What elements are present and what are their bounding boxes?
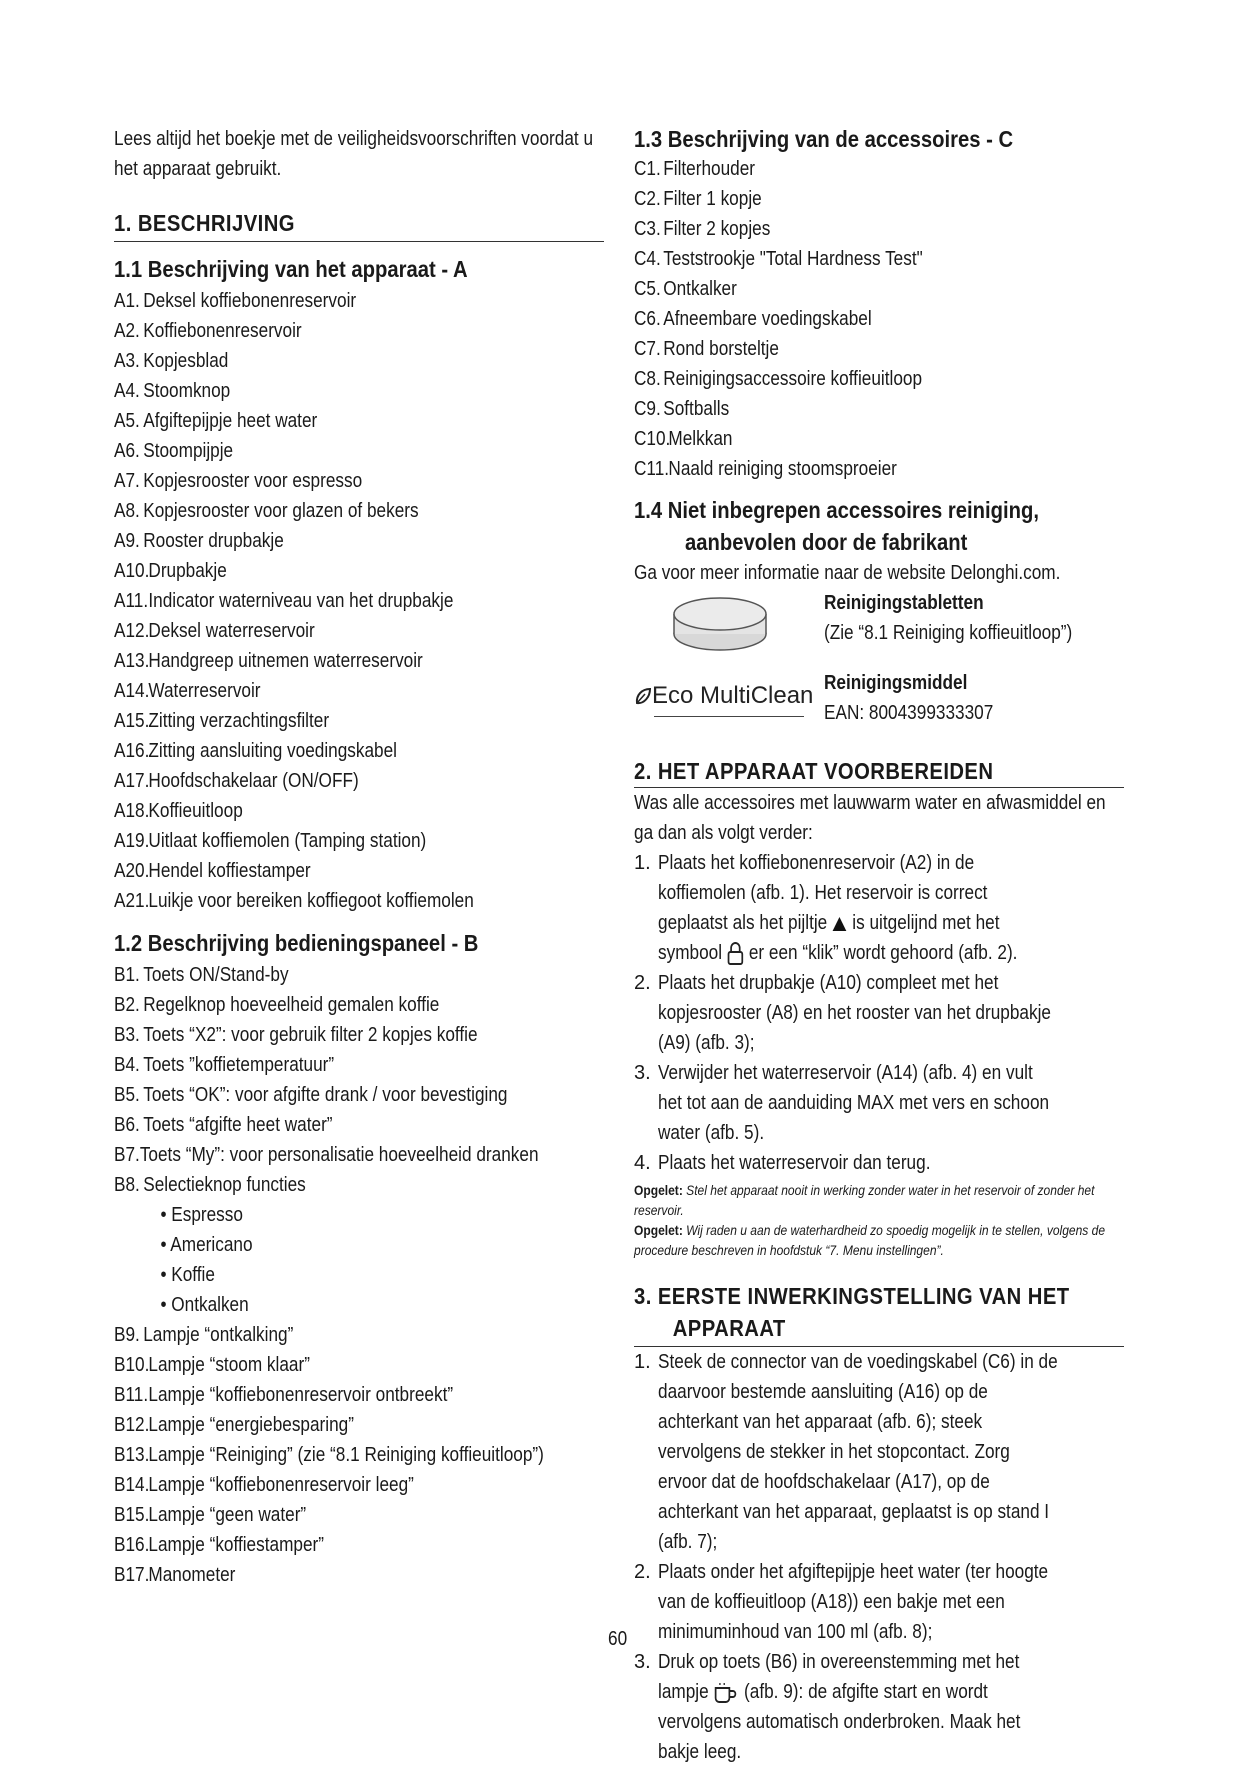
sub1-item-text: Deksel waterreservoir (148, 620, 315, 642)
sub1-item (114, 346, 535, 376)
sub1-item (114, 706, 535, 736)
sub1-item-text: Kopjesrooster voor glazen of bekers (143, 500, 419, 522)
sub1-item-code: A19. (114, 830, 150, 852)
hot-water-cup-icon (713, 1682, 739, 1704)
sub1-item-code: A12. (114, 620, 150, 642)
sub1-item-text: Zitting aansluiting voedingskabel (148, 740, 398, 762)
sub3-item-code: C8. (634, 368, 661, 390)
sub1-item (114, 526, 535, 556)
eco-multiclean-logo (634, 682, 813, 710)
sub3-item-text: Rond borsteltje (663, 338, 779, 360)
sub3-item-code: C11. (634, 458, 670, 480)
section2-step3: 3. Verwijder het waterreservoir (A14) (afb. 4) en vult het tot aan de aanduiding MAX met vers en schoon water (afb. 5). (634, 1058, 1124, 1148)
sub2-item (114, 1110, 535, 1140)
sub2-item-code: B13. (114, 1444, 150, 1466)
sub1-item-code: A15. (114, 710, 150, 732)
bullet-dot-icon: • (160, 1234, 171, 1256)
sub3-list (634, 154, 1124, 484)
note2-label: Opgelet: (634, 1222, 683, 1238)
agent-title: Reinigingsmiddel (824, 672, 968, 694)
sub1-item (114, 496, 535, 526)
sub4-info: Ga voor meer informatie naar de website Delonghi.com. (634, 562, 1061, 584)
sub2-item-text: Lampje “geen water” (148, 1504, 307, 1526)
sub3-item (634, 364, 1055, 394)
sub3-item-text: Filter 2 kopjes (663, 218, 771, 240)
sub2-item-text: Manometer (148, 1564, 236, 1586)
bullet-dot-icon: • (160, 1204, 172, 1226)
agent-row (634, 668, 1124, 738)
sub1-item-code: A4. (114, 380, 140, 402)
section3-step2: 2. Plaats onder het afgiftepijpje heet water (ter hoogte van de koffieuitloop (A18)) een bakje met een minimuminhoud van 100 ml (afb. 8); (634, 1557, 1124, 1647)
sub1-item (114, 436, 535, 466)
sub2-item-text: Lampje “koffiestamper” (148, 1534, 324, 1556)
sub2-item (114, 1410, 535, 1440)
sub2-item (114, 1140, 539, 1170)
section3-header (634, 1280, 1124, 1347)
sub1-item (114, 316, 535, 346)
sub2-item-text: Toets “X2”: voor gebruik filter 2 kopjes koffie (143, 1024, 478, 1046)
leaf-icon (634, 687, 652, 707)
section2-step2: 2. Plaats het drupbakje (A10) compleet met het kopjesrooster (A8) en het rooster van het drupbakje (A9) (afb. 3); (634, 968, 1124, 1058)
sub3-item-code: C1. (634, 158, 661, 180)
sub3-item (634, 154, 1055, 184)
sub1-item (114, 466, 535, 496)
sub1-item-text: Kopjesrooster voor espresso (143, 470, 363, 492)
function-bullet-item (114, 1200, 535, 1230)
s3-step1-text: Steek de connector van de voedingskabel (C6) in de daarvoor bestemde aansluiting (A16) op de achterkant van het apparaat (afb. 6); steek vervolgens de stekker in het stopcontact. Zorg ervoor dat de hoofdschakelaar (A17), op de achterkant van het apparaat, geplaatst is op stand I (afb. 7); (658, 1351, 1058, 1553)
sub2-item-code: B9. (114, 1324, 140, 1346)
sub3-item-code: C2. (634, 188, 661, 210)
sub1-title: 1.1 Beschrijving van het apparaat - A (114, 256, 468, 282)
sub2-item (114, 1530, 535, 1560)
sub2-item (114, 1470, 535, 1500)
function-bullet-text: Espresso (171, 1204, 243, 1226)
function-bullet-text: Americano (170, 1234, 253, 1256)
sub1-item-code: A8. (114, 500, 140, 522)
sub1-item (114, 646, 535, 676)
sub2-item-text: Toets ON/Stand-by (143, 964, 289, 986)
sub2-list-a (114, 960, 604, 1200)
sub1-item-text: Uitlaat koffiemolen (Tamping station) (148, 830, 427, 852)
section2-intro: Was alle accessoires met lauwwarm water en afwasmiddel en ga dan als volgt verder: (634, 792, 1106, 844)
sub1-item-code: A10. (114, 560, 150, 582)
sub1-item-code: A17. (114, 770, 150, 792)
eco-multiclean-text: Eco MultiClean (652, 682, 814, 709)
section1-title: 1. BESCHRIJVING (114, 210, 295, 236)
sub1-list (114, 286, 604, 916)
cleaning-tablet-icon (670, 594, 770, 654)
sub1-item (114, 376, 535, 406)
step3-text: Verwijder het waterreservoir (A14) (afb. 4) en vult het tot aan de aanduiding MAX met vers en schoon water (afb. 5). (658, 1062, 1050, 1144)
sub1-item-code: A21. (114, 890, 150, 912)
sub3-item-text: Teststrookje "Total Hardness Test" (663, 248, 923, 270)
sub2-item-text: Lampje “stoom klaar” (148, 1354, 310, 1376)
sub3-item (634, 304, 1055, 334)
step1-text-a: Plaats het koffiebonenreservoir (A2) in de koffiemolen (afb. 1). Het reservoir is correct geplaatst als het pijltje (658, 852, 988, 934)
sub1-item-code: A9. (114, 530, 140, 552)
sub2-item-code: B11. (114, 1384, 149, 1406)
sub1-item-text: Stoompijpje (143, 440, 234, 462)
sub2-item-text: Toets ”koffietemperatuur” (143, 1054, 335, 1076)
sub3-item-code: C6. (634, 308, 661, 330)
note1-text: Stel het apparaat nooit in werking zonder water in het reservoir of zonder het reservoir. (634, 1182, 1095, 1218)
sub1-item-code: A13. (114, 650, 150, 672)
function-bullet-item (114, 1260, 535, 1290)
sub2-item (114, 1350, 535, 1380)
sub4-title-line2: aanbevolen door de fabrikant (685, 529, 968, 555)
sub1-item (114, 616, 535, 646)
sub2-item-text: Lampje “koffiebonenreservoir ontbreekt” (148, 1384, 454, 1406)
sub2-item-text: Regelknop hoeveelheid gemalen koffie (143, 994, 440, 1016)
sub2-item-code: B3. (114, 1024, 140, 1046)
sub2-item (114, 1500, 535, 1530)
sub1-item (114, 856, 535, 886)
sub1-item-code: A18. (114, 800, 150, 822)
sub2-item-code: B14. (114, 1474, 150, 1496)
sub3-item-code: C10. (634, 428, 671, 450)
sub1-item-code: A6. (114, 440, 140, 462)
sub2-item (114, 1050, 535, 1080)
sub2-item (114, 1560, 535, 1590)
sub1-item-text: Luikje voor bereiken koffiegoot koffiemolen (148, 890, 474, 912)
sub1-item-text: Indicator waterniveau van het drupbakje (148, 590, 454, 612)
sub2-item-text: Lampje “energiebesparing” (148, 1414, 354, 1436)
sub3-item-text: Softballs (663, 398, 730, 420)
sub2-item (114, 1020, 535, 1050)
section2-step4: 4. Plaats het waterreservoir dan terug. (634, 1148, 1124, 1178)
sub1-item-text: Afgiftepijpje heet water (143, 410, 318, 432)
sub3-item (634, 274, 1055, 304)
sub1-item-code: A11. (114, 590, 149, 612)
sub2-item-code: B5. (114, 1084, 140, 1106)
agent-ean: EAN: 8004399333307 (824, 702, 994, 724)
sub1-item-code: A1. (114, 290, 140, 312)
note1-label: Opgelet: (634, 1182, 683, 1198)
sub1-item (114, 826, 535, 856)
sub3-item-code: C5. (634, 278, 661, 300)
arrow-up-triangle-icon (832, 916, 847, 932)
tablets-title: Reinigingstabletten (824, 592, 984, 614)
sub2-item-code: B8. (114, 1174, 140, 1196)
sub2-title: 1.2 Beschrijving bedieningspaneel - B (114, 930, 479, 956)
sub2-item-text: Lampje “Reiniging” (zie “8.1 Reiniging koffieuitloop”) (148, 1444, 544, 1466)
sub3-item-text: Ontkalker (663, 278, 737, 300)
sub2-list-b (114, 1320, 604, 1590)
sub1-item (114, 796, 535, 826)
sub3-item (634, 214, 1055, 244)
page-number: 60 (608, 1628, 628, 1650)
bullet-dot-icon: • (160, 1264, 172, 1286)
sub1-item-text: Stoomknop (143, 380, 231, 402)
sub1-item (114, 556, 535, 586)
sub2-item-text: Toets “My”: voor personalisatie hoeveelheid dranken (139, 1144, 539, 1166)
sub1-item-text: Koffiebonenreservoir (143, 320, 302, 342)
function-bullet-text: Koffie (171, 1264, 215, 1286)
sub2-item-code: B4. (114, 1054, 140, 1076)
sub3-item-text: Filter 1 kopje (663, 188, 762, 210)
sub2-item-text: Lampje “ontkalking” (143, 1324, 294, 1346)
sub1-item-text: Waterreservoir (148, 680, 261, 702)
sub2-item-text: Toets “afgifte heet water” (143, 1114, 333, 1136)
sub3-item-text: Reinigingsaccessoire koffieuitloop (663, 368, 923, 390)
sub1-item-code: A5. (114, 410, 140, 432)
sub3-item-code: C4. (634, 248, 661, 270)
sub2-item-text: Lampje “koffiebonenreservoir leeg” (148, 1474, 414, 1496)
sub2-item (114, 1080, 535, 1110)
sub2-item (114, 960, 535, 990)
sub2-item-code: B6. (114, 1114, 140, 1136)
sub2-item (114, 1380, 535, 1410)
sub1-item-text: Handgreep uitnemen waterreservoir (148, 650, 423, 672)
step2-text: Plaats het drupbakje (A10) compleet met het kopjesrooster (A8) en het rooster van het drupbakje (A9) (afb. 3); (658, 972, 1051, 1054)
sub1-item-text: Rooster drupbakje (143, 530, 284, 552)
sub3-item (634, 184, 1055, 214)
section2-title: 2. HET APPARAAT VOORBEREIDEN (634, 758, 994, 784)
sub2-item (114, 1440, 544, 1470)
function-bullet-item (114, 1230, 535, 1260)
sub1-item (114, 766, 535, 796)
tablets-row (634, 588, 1124, 668)
sub3-title: 1.3 Beschrijving van de accessoires - C (634, 126, 1014, 152)
sub1-item-text: Koffieuitloop (148, 800, 243, 822)
sub2-item-code: B16. (114, 1534, 150, 1556)
sub2-item-code: B7. (114, 1144, 140, 1166)
sub3-item-code: C3. (634, 218, 661, 240)
sub1-item-code: A3. (114, 350, 140, 372)
sub1-item-code: A2. (114, 320, 140, 342)
s3-step2-text: Plaats onder het afgiftepijpje heet water (ter hoogte van de koffieuitloop (A18)) een bakje met een minimuminhoud van 100 ml (afb. 8); (658, 1561, 1049, 1643)
section3-title-line2: APPARAAT (672, 1315, 786, 1341)
note2 (634, 1220, 1124, 1260)
sub2-item (114, 1320, 535, 1350)
sub1-item-text: Hoofdschakelaar (ON/OFF) (148, 770, 359, 792)
sub1-item-text: Kopjesblad (143, 350, 229, 372)
step1-text-b: is uitgelijnd met het symbool (658, 912, 1000, 964)
sub3-item-code: C7. (634, 338, 661, 360)
sub2-item-code: B15. (114, 1504, 150, 1526)
sub1-item-text: Deksel koffiebonenreservoir (143, 290, 357, 312)
left-column (114, 124, 604, 1590)
sub3-item (634, 244, 1055, 274)
sub2-item-text: Selectieknop functies (143, 1174, 306, 1196)
s3-step3-text-b: (afb. 9): de afgifte start en wordt vervolgens automatisch onderbroken. Maak het bakje leeg. (658, 1681, 1021, 1763)
sub1-item-text: Drupbakje (148, 560, 227, 582)
sub3-item-text: Afneembare voedingskabel (663, 308, 872, 330)
function-bullet-item (114, 1290, 535, 1320)
sub2-item-code: B12. (114, 1414, 150, 1436)
sub2-item-text: Toets “OK”: voor afgifte drank / voor bevestiging (143, 1084, 508, 1106)
sub3-item (634, 334, 1055, 364)
section1-header (114, 210, 604, 242)
sub2-item-code: B2. (114, 994, 140, 1016)
sub3-item-text: Filterhouder (663, 158, 756, 180)
sub1-item (114, 586, 535, 616)
sub4-header (634, 494, 1124, 558)
sub2-item (114, 1170, 535, 1200)
tablets-ref: (Zie “8.1 Reiniging koffieuitloop”) (824, 622, 1073, 644)
sub1-item-code: A14. (114, 680, 150, 702)
bullet-dot-icon: • (160, 1294, 172, 1316)
sub1-item-text: Zitting verzachtingsfilter (148, 710, 330, 732)
right-column (634, 124, 1124, 1767)
sub3-item (634, 454, 1055, 484)
sub3-item (634, 424, 1055, 454)
note1 (634, 1180, 1124, 1220)
section2-header (634, 758, 1124, 788)
sub1-item (114, 886, 535, 916)
section3-step1: 1. Steek de connector van de voedingskabel (C6) in de daarvoor bestemde aansluiting (A16) op de achterkant van het apparaat (afb. 6); steek vervolgens de stekker in het stopcontact. Zorg ervoor dat de hoofdschakelaar (A17), op de achterkant van het apparaat, geplaatst is op stand I (afb. 7); (634, 1347, 1124, 1557)
sub1-item-code: A16. (114, 740, 150, 762)
intro-text: Lees altijd het boekje met de veiligheidsvoorschriften voordat u het apparaat gebruikt. (114, 128, 594, 180)
sub3-item-text: Melkkan (668, 428, 733, 450)
sub2-item (114, 990, 535, 1020)
sub1-item-text: Hendel koffiestamper (148, 860, 311, 882)
sub1-item (114, 676, 535, 706)
sub2-item-code: B10. (114, 1354, 150, 1376)
s3-step3-text-a: Druk op toets (B6) in overeenstemming met het lampje (658, 1651, 1020, 1703)
sub1-item (114, 736, 535, 766)
step4-text: Plaats het waterreservoir dan terug. (658, 1152, 931, 1174)
sub2-bullets (114, 1200, 604, 1320)
lock-symbol-icon (727, 942, 744, 966)
section3-title-line1: 3. EERSTE INWERKINGSTELLING VAN HET (634, 1283, 1070, 1309)
function-bullet-text: Ontkalken (171, 1294, 249, 1316)
sub1-item (114, 406, 535, 436)
section3-step3: 3. Druk op toets (B6) in overeenstemming met het lampje (afb. 9): de afgifte start en wordt vervolgens automatisch onderbroken. Maak het bakje leeg. (634, 1651, 1021, 1763)
section2-step1: 1. Plaats het koffiebonenreservoir (A2) in de koffiemolen (afb. 1). Het reservoir is correct geplaatst als het pijltje is uitgelijnd met het symbool er een “klik” wordt gehoord (afb. 2). (634, 852, 1018, 964)
sub3-item-code: C9. (634, 398, 661, 420)
step1-text-c: er een “klik” wordt gehoord (afb. 2). (748, 942, 1018, 964)
sub4-title-line1: 1.4 Niet inbegrepen accessoires reiniging, (634, 497, 1039, 523)
sub3-item-text: Naald reiniging stoomsproeier (668, 458, 897, 480)
note2-text: Wij raden u aan de waterhardheid zo spoedig mogelijk in te stellen, volgens de procedure beschreven in hoofdstuk “7. Menu instellingen”. (634, 1222, 1106, 1258)
sub2-item-code: B1. (114, 964, 140, 986)
sub1-item-code: A7. (114, 470, 140, 492)
sub3-item (634, 394, 1055, 424)
sub2-item-code: B17. (114, 1564, 150, 1586)
sub1-item (114, 286, 535, 316)
sub1-item-code: A20. (114, 860, 150, 882)
